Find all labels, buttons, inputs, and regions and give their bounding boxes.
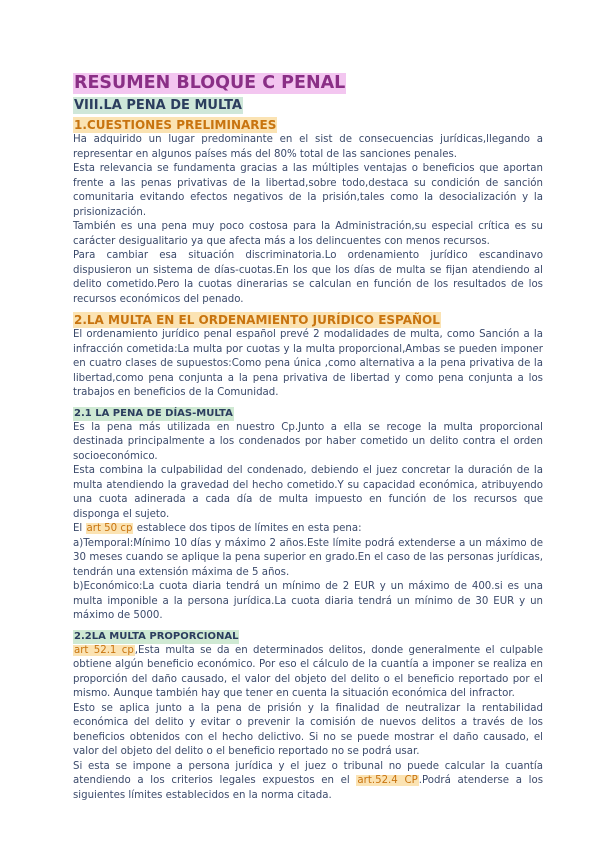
- sub21-heading-row: [73, 401, 543, 421]
- paragraph: Esta relevancia se fundamenta gracias a las múltiples ventajas o beneficios que aportan frente a las penas privativas de la libertad,sobre todo,destaca su condición de sanción comunitaria evitando efectos negativos de la prisión,tales como la desocialización y la prisionización.: [73, 163, 543, 218]
- text: establece dos tipos de límites en esta pena:: [133, 523, 362, 534]
- text: Si esta se impone a persona jurídica y el juez o tribunal no puede calcular la cuantía atendiendo a los criterios legales expuestos en el: [73, 760, 543, 786]
- heading-cuestiones-preliminares: 1.CUESTIONES PRELIMINARES: [74, 118, 277, 132]
- paragraph: b)Económico:La cuota diaria tendrá un mínimo de 2 EUR y un máximo de 400.si es una multa imponible a la persona jurídica.La cuota diaria tendrá un mínimo de 30 EUR y un máximo de 5000.: [73, 581, 543, 621]
- article-reference: art 52.1 cp: [74, 644, 134, 656]
- sub2-heading-row: [73, 309, 543, 328]
- paragraph: También es una pena muy poco costosa para la Administración,su especial crítica es su carácter desigualitario ya que afecta más a los delincuentes con menos recursos.: [73, 221, 543, 247]
- heading-multa-ordenamiento: 2.LA MULTA EN EL ORDENAMIENTO JURÍDICO ESPAÑOL: [74, 313, 440, 327]
- paragraph: Para cambiar esa situación discriminatoria.Lo ordenamiento jurídico escandinavo dispusieron un sistema de días-cuotas.En los que los días de multa se fijan atendiendo al delito cometido.Pero la cuotas dinerarias se calculan en función de los resultados de los recursos económicos del penado.: [73, 250, 543, 305]
- paragraph: El ordenamiento jurídico penal español prevé 2 modalidades de multa, como Sanción a la infracción cometida:La multa por cuotas y la multa proporcional,Ambas se pueden imponer en cuatro clases de supuestos:Como pena única ,como alternativa a la pena privativa de la libertad,como pena conjunta a la pena privativa de libertad y como pena conjunta a los trabajos en beneficios de la Comunidad.: [73, 329, 543, 398]
- sub22-heading-row: [73, 624, 543, 644]
- document-title: RESUMEN BLOQUE C PENAL: [74, 73, 346, 93]
- paragraph: Es la pena más utilizada en nuestro Cp.Junto a ella se recoge la multa proporcional destinada principalmente a los condenados por haber cometido un delito contra el orden socioeconómico.: [73, 421, 543, 462]
- paragraph: Esta combina la culpabilidad del condenado, debiendo el juez concretar la duración de la multa atendiendo la gravedad del hecho cometido.Y su capacidad económica, atribuyendo una cuota adinerada a cada día de multa impuesto en función de los recursos que disponga el sujeto.: [73, 465, 543, 520]
- heading-dias-multa: 2.1 LA PENA DE DÍAS-MULTA: [74, 407, 233, 419]
- heading-multa-proporcional: 2.2LA MULTA PROPORCIONAL: [74, 630, 239, 642]
- text: ,Esta multa se da en determinados delitos, donde generalmente el culpable obtiene algún beneficio económico. Por eso el cálculo de la cuantía a imponer se realiza en proporción del daño causado, el valor del objeto del delito o el beneficio reportado por el mismo. Aunque también hay que tener en cuenta la situación económica del infractor.: [73, 644, 543, 699]
- document-content: [73, 73, 543, 803]
- text: El: [73, 523, 86, 534]
- paragraph: a)Temporal:Mínimo 10 días y máximo 2 años.Este límite podrá extenderse a un máximo de 30 meses cuando se aplique la pena superior en grado.En el caso de las personas jurídicas, tendrán una extensión máxima de 5 años.: [73, 537, 543, 578]
- paragraph-art50: [73, 522, 543, 537]
- section-row: [73, 94, 543, 114]
- sub1-heading-row: [73, 114, 543, 133]
- paragraph: Ha adquirido un lugar predominante en el sist de consecuencias jurídicas,llegando a representar en algunos países más del 80% total de las sanciones penales.: [73, 134, 543, 160]
- text: .Podrá atenderse a los siguientes límites establecidos en la norma citada.: [73, 775, 543, 801]
- article-reference: art.52.4 CP: [357, 775, 418, 786]
- paragraph-art52: [73, 644, 543, 702]
- title-row: [73, 73, 543, 94]
- paragraph-art524: [73, 760, 543, 804]
- paragraph: Esto se aplica junto a la pena de prisión y la finalidad de neutralizar la rentabilidad económica del delito y evitar o prevenir la comisión de nuevos delitos a través de los beneficios obtenidos con el hecho delictivo. Si no se puede mostrar el daño causado, el valor del objeto del delito o el beneficio reportado no se podrá usar.: [73, 702, 543, 757]
- section-heading: VIII.LA PENA DE MULTA: [74, 98, 242, 113]
- article-reference: art 50 cp: [86, 523, 133, 534]
